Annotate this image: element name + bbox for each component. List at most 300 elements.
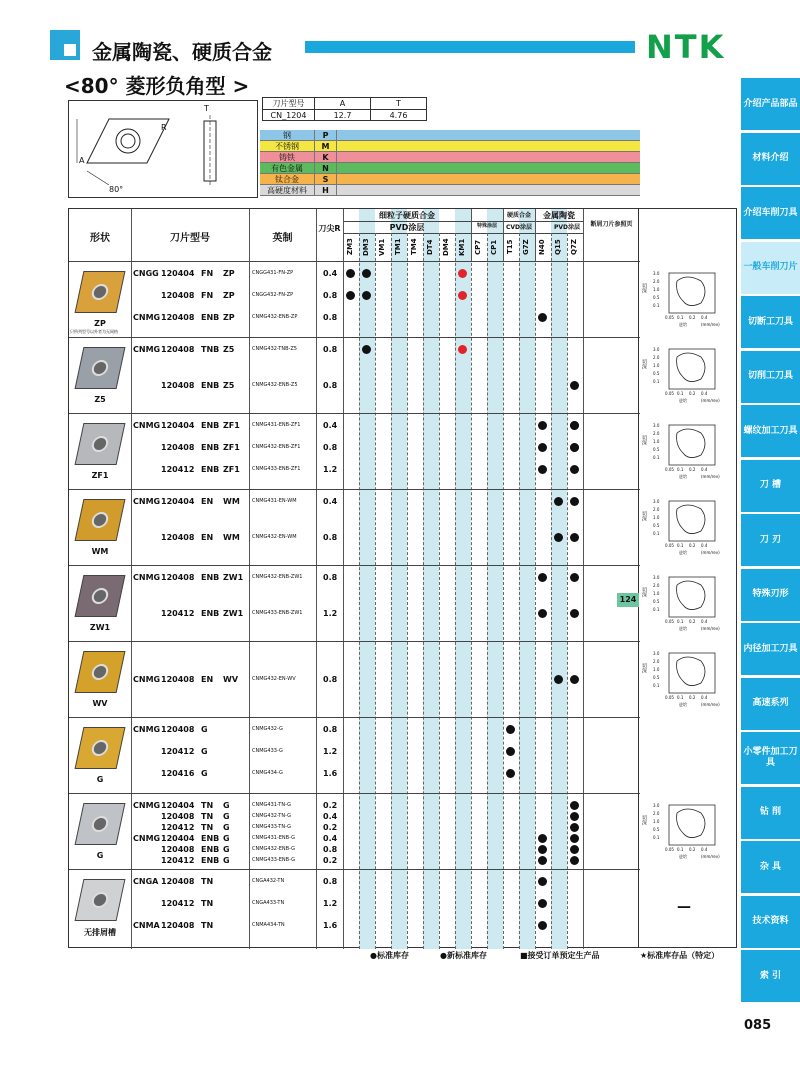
inch-code: CNMG433-TN-G bbox=[252, 824, 291, 830]
inch-code: CNMG433-ENB-ZW1 bbox=[252, 610, 303, 616]
model-size: 120404 bbox=[161, 834, 195, 843]
material-code: P bbox=[315, 130, 337, 140]
subgroup-divider bbox=[343, 233, 583, 234]
material-row bbox=[260, 174, 640, 185]
reference-page-badge[interactable]: 124 bbox=[617, 593, 639, 607]
graph-y-tick: 0.5 bbox=[653, 599, 660, 604]
availability-dot bbox=[570, 823, 579, 832]
grade-column-divider bbox=[503, 233, 504, 949]
availability-dot bbox=[554, 675, 563, 684]
model-size: 120404 bbox=[161, 801, 195, 810]
inch-code: CNMG431-TN-G bbox=[252, 802, 291, 808]
inch-code: CNMG433-G bbox=[252, 748, 283, 754]
inch-code: CNMG432-EN-WV bbox=[252, 676, 296, 682]
model-size: 120408 bbox=[161, 381, 195, 390]
model-size: 120408 bbox=[161, 921, 195, 930]
graph-y-tick: 1.0 bbox=[653, 515, 660, 520]
nose-radius: 0.8 bbox=[323, 573, 338, 582]
model-size: 120408 bbox=[161, 443, 195, 452]
model-suffix: G bbox=[223, 812, 230, 821]
diagram-a-label: A bbox=[79, 156, 85, 165]
graph-y-label: 切深 bbox=[641, 435, 647, 445]
insert-hole-icon bbox=[90, 588, 109, 604]
model-suffix: G bbox=[223, 845, 230, 854]
header-divider bbox=[69, 261, 640, 262]
graph-x-tick: 0.4 bbox=[701, 543, 708, 548]
nose-radius: 0.4 bbox=[323, 812, 338, 821]
grade-header-vm1: VM1 bbox=[378, 238, 386, 256]
diagram-angle-label: 80° bbox=[109, 185, 124, 194]
graph-y-tick: 1.0 bbox=[653, 667, 660, 672]
inch-code: CNMA434-TN bbox=[252, 922, 285, 928]
graph-x-label: 进给 bbox=[679, 398, 687, 403]
shape-label: WV bbox=[92, 699, 108, 708]
graph-y-tick: 1.0 bbox=[653, 439, 660, 444]
model-chip: ENB bbox=[201, 421, 220, 430]
header-special-coat: 特殊涂层 bbox=[476, 223, 497, 229]
nav-tab-11[interactable]: 高速系列 bbox=[741, 678, 800, 730]
nav-tab-1[interactable]: 材料介绍 bbox=[741, 133, 800, 185]
availability-dot bbox=[570, 675, 579, 684]
availability-dot bbox=[362, 269, 371, 278]
nav-tab-12[interactable]: 小零件加工刀具 bbox=[741, 732, 800, 784]
graph-y-tick: 3.0 bbox=[653, 575, 660, 580]
model-size: 120408 bbox=[161, 313, 195, 322]
grade-column-stripe bbox=[551, 209, 567, 949]
grade-header-km1: KM1 bbox=[458, 238, 466, 256]
dim-h1: 刀片型号 bbox=[263, 98, 315, 110]
nose-radius: 1.2 bbox=[323, 747, 338, 756]
graph-x-tick: 0.4 bbox=[701, 847, 708, 852]
model-suffix: G bbox=[223, 834, 230, 843]
grade-column-divider bbox=[359, 233, 360, 949]
model-chip: TN bbox=[201, 877, 214, 886]
header-code: 英制 bbox=[272, 233, 293, 244]
graph-y-tick: 0.5 bbox=[653, 675, 660, 680]
material-name: 有色金属 bbox=[260, 163, 315, 173]
model-size: 120412 bbox=[161, 465, 195, 474]
model-chip: EN bbox=[201, 675, 214, 684]
legend-new-text: ●新标准库存 bbox=[440, 951, 487, 960]
model-chip: G bbox=[201, 769, 208, 778]
header-group3: 金属陶瓷 bbox=[543, 211, 575, 220]
nav-tab-10[interactable]: 内径加工刀具 bbox=[741, 623, 800, 675]
model-size: 120412 bbox=[161, 899, 195, 908]
inch-code: CNMG431-EN-WM bbox=[252, 498, 297, 504]
graph-x-tick: 0.05 bbox=[665, 467, 674, 472]
graph-y-label: 切深 bbox=[641, 511, 647, 521]
model-prefix: CNMG bbox=[133, 725, 161, 734]
dim-h3: T bbox=[371, 98, 427, 110]
material-row bbox=[260, 152, 640, 163]
material-code: S bbox=[315, 174, 337, 184]
availability-dot bbox=[538, 856, 547, 865]
model-size: 120408 bbox=[161, 533, 195, 542]
availability-dot bbox=[570, 443, 579, 452]
graph-x-unit: (mm/rev) bbox=[701, 854, 720, 859]
graph-x-unit: (mm/rev) bbox=[701, 702, 720, 707]
model-size: 120412 bbox=[161, 823, 195, 832]
model-chip: EN bbox=[201, 533, 214, 542]
diagram-t-label: T bbox=[204, 104, 209, 113]
model-size: 120408 bbox=[161, 345, 195, 354]
availability-dot bbox=[570, 421, 579, 430]
nav-tab-14[interactable]: 杂 具 bbox=[741, 841, 800, 893]
availability-dot bbox=[570, 856, 579, 865]
model-suffix: ZP bbox=[223, 269, 235, 278]
graph-x-tick: 0.05 bbox=[665, 315, 674, 320]
no-range-dash: — bbox=[677, 899, 691, 915]
nav-tab-0[interactable]: 介绍产品部品 bbox=[741, 78, 800, 130]
model-chip: ENB bbox=[201, 381, 220, 390]
inch-code: CNMG432-G bbox=[252, 726, 283, 732]
model-chip: ENB bbox=[201, 609, 220, 618]
nose-radius: 1.6 bbox=[323, 769, 338, 778]
availability-dot bbox=[538, 609, 547, 618]
grade-column-divider bbox=[407, 233, 408, 949]
model-chip: TN bbox=[201, 921, 214, 930]
nose-radius: 0.8 bbox=[323, 725, 338, 734]
nose-radius: 0.4 bbox=[323, 421, 338, 430]
graph-x-tick: 0.1 bbox=[677, 315, 684, 320]
grade-column-stripe bbox=[519, 209, 535, 949]
nose-radius: 0.8 bbox=[323, 877, 338, 886]
insert-image-8 bbox=[75, 879, 126, 921]
insert-image-5 bbox=[75, 651, 126, 693]
grade-header-q15: Q15 bbox=[554, 239, 562, 255]
model-prefix: CNMG bbox=[133, 345, 161, 354]
model-chip: EN bbox=[201, 497, 214, 506]
graph-y-tick: 2.0 bbox=[653, 507, 660, 512]
model-suffix: WM bbox=[223, 497, 240, 506]
grade-column-divider bbox=[391, 233, 392, 949]
graph-x-tick: 0.2 bbox=[689, 391, 696, 396]
material-name: 高硬度材料 bbox=[260, 185, 315, 195]
model-prefix: CNMG bbox=[133, 675, 161, 684]
nose-radius: 1.2 bbox=[323, 899, 338, 908]
grade-header-zm3: ZM3 bbox=[346, 238, 354, 256]
nose-radius: 0.4 bbox=[323, 269, 338, 278]
legend-standard-text: ●标准库存 bbox=[370, 951, 409, 960]
inch-code: CNGG431-FN-ZP bbox=[252, 270, 294, 276]
insert-image-1 bbox=[75, 347, 126, 389]
availability-dot bbox=[538, 877, 547, 886]
inch-code: CNMG432-ENB-ZF1 bbox=[252, 444, 301, 450]
availability-dot bbox=[506, 747, 515, 756]
graph-y-label: 切深 bbox=[641, 815, 647, 825]
material-code: K bbox=[315, 152, 337, 162]
availability-dot bbox=[458, 269, 467, 278]
grade-header-n40: N40 bbox=[538, 239, 546, 255]
inch-code: CNMG432-ENB-ZW1 bbox=[252, 574, 303, 580]
model-chip: ENB bbox=[201, 845, 220, 854]
graph-x-unit: (mm/rev) bbox=[701, 322, 720, 327]
insert-image-6 bbox=[75, 727, 126, 769]
insert-hole-icon bbox=[90, 284, 109, 300]
nose-radius: 0.8 bbox=[323, 443, 338, 452]
availability-dot bbox=[570, 812, 579, 821]
graph-x-tick: 0.1 bbox=[677, 619, 684, 624]
model-size: 120408 bbox=[161, 845, 195, 854]
header-ref-page: 断屑刀片参照页 bbox=[590, 221, 633, 228]
nav-tab-4[interactable]: 切断工刀具 bbox=[741, 296, 800, 348]
graph-y-tick: 0.1 bbox=[653, 303, 660, 308]
insert-hole-icon bbox=[90, 436, 109, 452]
model-chip: FN bbox=[201, 291, 214, 300]
legend-special bbox=[640, 950, 719, 961]
model-suffix: ZW1 bbox=[223, 609, 244, 618]
graph-x-tick: 0.4 bbox=[701, 391, 708, 396]
inch-code: CNMG431-ENB-G bbox=[252, 835, 295, 841]
model-chip: ENB bbox=[201, 465, 220, 474]
graph-x-tick: 0.1 bbox=[677, 467, 684, 472]
diagram-r-label: R bbox=[161, 123, 167, 132]
dim-h2: A bbox=[315, 98, 371, 110]
graph-x-tick: 0.05 bbox=[665, 695, 674, 700]
dim-r3: 4.76 bbox=[371, 110, 427, 121]
shape-label: WM bbox=[91, 547, 109, 556]
grade-column-divider bbox=[567, 233, 568, 949]
material-row bbox=[260, 130, 640, 141]
graph-x-tick: 0.05 bbox=[665, 543, 674, 548]
model-suffix: ZF1 bbox=[223, 443, 240, 452]
graph-y-tick: 3.0 bbox=[653, 499, 660, 504]
model-suffix: Z5 bbox=[223, 381, 235, 390]
graph-y-tick: 3.0 bbox=[653, 347, 660, 352]
page-number: 085 bbox=[744, 1018, 772, 1033]
nav-tab-9[interactable]: 特殊刃形 bbox=[741, 569, 800, 621]
nav-tab-5[interactable]: 切削工刀具 bbox=[741, 351, 800, 403]
row-divider bbox=[69, 869, 640, 870]
column-divider bbox=[249, 209, 250, 949]
page-subtitle: <80° 菱形负角型 > bbox=[64, 74, 250, 98]
graph-y-tick: 3.0 bbox=[653, 803, 660, 808]
availability-dot bbox=[570, 497, 579, 506]
main-table bbox=[68, 208, 639, 948]
nav-tab-2[interactable]: 介绍车削刀具 bbox=[741, 187, 800, 239]
graph-x-tick: 0.4 bbox=[701, 467, 708, 472]
graph-y-label: 切深 bbox=[641, 283, 647, 293]
model-size: 120412 bbox=[161, 856, 195, 865]
dim-r1: CN_1204 bbox=[263, 110, 315, 121]
grade-header-dm4: DM4 bbox=[442, 238, 450, 256]
graph-y-tick: 0.5 bbox=[653, 447, 660, 452]
grade-column-divider bbox=[551, 233, 552, 949]
model-prefix: CNMG bbox=[133, 801, 161, 810]
header-bar bbox=[305, 41, 635, 53]
graph-y-tick: 0.1 bbox=[653, 607, 660, 612]
insert-hole-icon bbox=[90, 892, 109, 908]
nav-tab-8[interactable]: 刀 刃 bbox=[741, 514, 800, 566]
model-size: 120408 bbox=[161, 877, 195, 886]
graph-y-tick: 3.0 bbox=[653, 423, 660, 428]
grade-header-tm4: TM4 bbox=[410, 238, 418, 256]
grade-header-cp7: CP7 bbox=[474, 239, 482, 255]
insert-drawing bbox=[69, 101, 257, 197]
model-suffix: ZP bbox=[223, 291, 235, 300]
model-chip: TN bbox=[201, 801, 214, 810]
nose-radius: 0.4 bbox=[323, 834, 338, 843]
row-divider bbox=[69, 641, 640, 642]
graph-x-unit: (mm/rev) bbox=[701, 398, 720, 403]
row-divider bbox=[69, 793, 640, 794]
material-name: 铸铁 bbox=[260, 152, 315, 162]
model-suffix: ZF1 bbox=[223, 465, 240, 474]
model-suffix: WV bbox=[223, 675, 239, 684]
graph-x-label: 进给 bbox=[679, 550, 687, 555]
graph-y-label: 切深 bbox=[641, 587, 647, 597]
model-size: 120408 bbox=[161, 812, 195, 821]
insert-hole-icon bbox=[90, 740, 109, 756]
insert-image-4 bbox=[75, 575, 126, 617]
grade-column-divider bbox=[519, 233, 520, 949]
graph-y-tick: 1.0 bbox=[653, 819, 660, 824]
header-radius: 刀尖R bbox=[318, 224, 341, 233]
ntk-logo: NTK bbox=[646, 28, 726, 66]
insert-diagram bbox=[68, 100, 258, 198]
model-chip: TN bbox=[201, 812, 214, 821]
graph-y-tick: 0.5 bbox=[653, 827, 660, 832]
shape-label: G bbox=[96, 775, 104, 784]
graph-x-tick: 0.2 bbox=[689, 467, 696, 472]
grade-header-dm3: DM3 bbox=[362, 238, 370, 256]
nose-radius: 1.6 bbox=[323, 921, 338, 930]
legend-standard bbox=[370, 950, 409, 961]
model-size: 120412 bbox=[161, 747, 195, 756]
inch-code: CNMG431-ENB-ZF1 bbox=[252, 422, 301, 428]
material-code: H bbox=[315, 185, 337, 195]
nav-tab-16[interactable]: 索 引 bbox=[741, 950, 800, 1002]
availability-dot bbox=[458, 345, 467, 354]
model-size: 120408 bbox=[161, 573, 195, 582]
availability-dot bbox=[570, 381, 579, 390]
graph-x-unit: (mm/rev) bbox=[701, 626, 720, 631]
availability-dot bbox=[362, 345, 371, 354]
header-group2: 硬质合金 bbox=[506, 212, 531, 219]
nose-radius: 0.8 bbox=[323, 313, 338, 322]
column-divider bbox=[343, 209, 344, 949]
model-suffix: Z5 bbox=[223, 345, 235, 354]
availability-dot bbox=[346, 291, 355, 300]
graph-y-tick: 3.0 bbox=[653, 271, 660, 276]
model-size: 120408 bbox=[161, 291, 195, 300]
inch-code: CNMG432-EN-WM bbox=[252, 534, 297, 540]
insert-hole-icon bbox=[90, 816, 109, 832]
grade-column-divider bbox=[439, 233, 440, 949]
graph-y-tick: 0.1 bbox=[653, 455, 660, 460]
nose-radius: 0.8 bbox=[323, 675, 338, 684]
graph-x-label: 进给 bbox=[679, 322, 687, 327]
availability-dot bbox=[538, 921, 547, 930]
nav-tab-15[interactable]: 技术资料 bbox=[741, 896, 800, 948]
graph-y-tick: 1.0 bbox=[653, 363, 660, 368]
model-suffix: G bbox=[223, 856, 230, 865]
graph-x-tick: 0.1 bbox=[677, 391, 684, 396]
inch-code: CNMG432-ENB-Z5 bbox=[252, 382, 298, 388]
grade-header-q7z: Q7Z bbox=[570, 239, 578, 255]
graph-x-tick: 0.2 bbox=[689, 543, 696, 548]
row-divider bbox=[69, 413, 640, 414]
availability-dot bbox=[458, 291, 467, 300]
availability-dot bbox=[538, 443, 547, 452]
dim-r2: 12.7 bbox=[315, 110, 371, 121]
header-model: 刀片型号 bbox=[170, 233, 210, 244]
nose-radius: 0.8 bbox=[323, 381, 338, 390]
shape-label: Z5 bbox=[94, 395, 106, 404]
dimension-table bbox=[262, 97, 427, 121]
insert-image-0 bbox=[75, 271, 126, 313]
material-name: 钛合金 bbox=[260, 174, 315, 184]
availability-dot bbox=[554, 533, 563, 542]
model-prefix: CNMA bbox=[133, 921, 160, 930]
shape-label: G bbox=[96, 851, 104, 860]
model-prefix: CNGA bbox=[133, 877, 159, 886]
graph-x-label: 进给 bbox=[679, 854, 687, 859]
grade-column-divider bbox=[471, 233, 472, 949]
grade-column-stripe bbox=[391, 209, 407, 949]
grade-column-stripe bbox=[359, 209, 375, 949]
graph-x-tick: 0.4 bbox=[701, 619, 708, 624]
graph-x-label: 进给 bbox=[679, 626, 687, 631]
legend-new-standard bbox=[440, 950, 487, 961]
availability-dot bbox=[506, 725, 515, 734]
model-suffix: G bbox=[223, 823, 230, 832]
graph-y-tick: 1.0 bbox=[653, 591, 660, 596]
header-pvd1: PVD涂层 bbox=[389, 223, 425, 232]
model-chip: FN bbox=[201, 269, 214, 278]
graph-x-tick: 0.1 bbox=[677, 847, 684, 852]
nav-tab-6[interactable]: 螺纹加工刀具 bbox=[741, 405, 800, 457]
graph-y-tick: 2.0 bbox=[653, 659, 660, 664]
page-title: 金属陶瓷、硬质合金 bbox=[92, 40, 272, 64]
nav-tab-13[interactable]: 钻 削 bbox=[741, 787, 800, 839]
nose-radius: 0.2 bbox=[323, 856, 338, 865]
nav-tab-3[interactable]: 一般车削刀片 bbox=[741, 242, 800, 294]
model-size: 120404 bbox=[161, 269, 195, 278]
material-row bbox=[260, 185, 640, 196]
inch-code: CNMG432-ENB-G bbox=[252, 846, 295, 852]
graph-y-label: 切深 bbox=[641, 663, 647, 673]
header-square-inner bbox=[64, 44, 76, 56]
model-chip: TN bbox=[201, 899, 214, 908]
availability-dot bbox=[538, 313, 547, 322]
header-cvd: CVD涂层 bbox=[505, 224, 533, 231]
graph-y-tick: 2.0 bbox=[653, 583, 660, 588]
availability-dot bbox=[570, 533, 579, 542]
graph-y-tick: 0.1 bbox=[653, 379, 660, 384]
graph-y-tick: 0.1 bbox=[653, 835, 660, 840]
graph-y-tick: 3.0 bbox=[653, 651, 660, 656]
model-chip: ENB bbox=[201, 313, 220, 322]
graph-y-tick: 2.0 bbox=[653, 355, 660, 360]
grade-column-divider bbox=[455, 233, 456, 949]
grade-column-divider bbox=[535, 233, 536, 949]
row-divider bbox=[69, 717, 640, 718]
shape-note: 只所列型号以外者为无网格 bbox=[70, 329, 118, 334]
nav-tab-7[interactable]: 刀 槽 bbox=[741, 460, 800, 512]
graph-x-unit: (mm/rev) bbox=[701, 474, 720, 479]
graph-y-tick: 0.5 bbox=[653, 371, 660, 376]
model-size: 120404 bbox=[161, 421, 195, 430]
availability-dot bbox=[538, 465, 547, 474]
insert-image-3 bbox=[75, 499, 126, 541]
grade-header-t15: T15 bbox=[506, 239, 514, 255]
model-prefix: CNMG bbox=[133, 573, 161, 582]
grade-column-divider bbox=[487, 233, 488, 949]
insert-image-2 bbox=[75, 423, 126, 465]
model-prefix: CNMG bbox=[133, 497, 161, 506]
availability-dot bbox=[570, 834, 579, 843]
